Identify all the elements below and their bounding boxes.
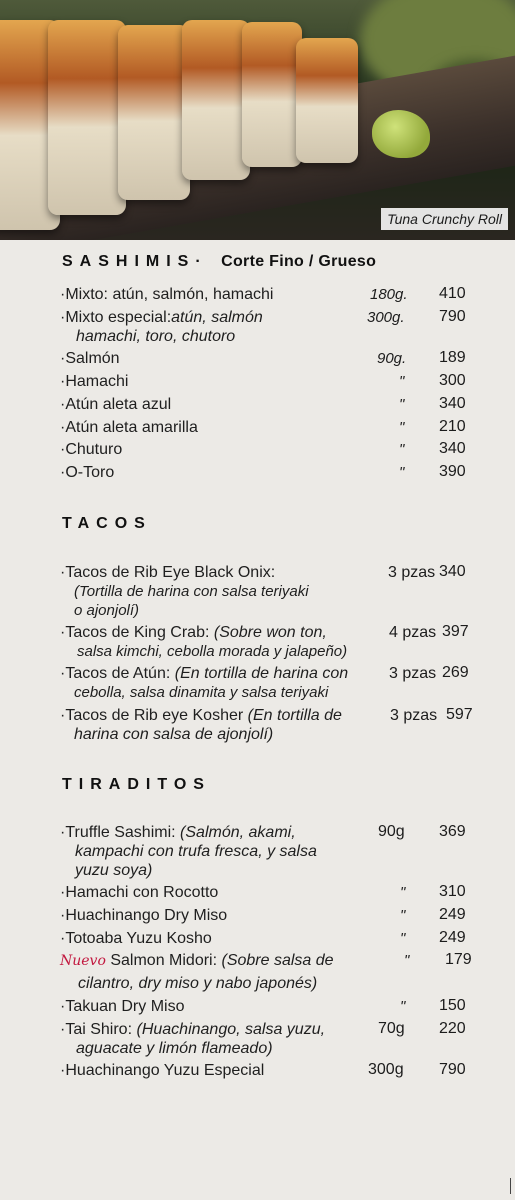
item-description: aguacate y limón flameado) bbox=[76, 1040, 273, 1057]
item-description: salsa kimchi, cebolla morada y jalapeño) bbox=[77, 643, 348, 660]
item-price: 597 bbox=[446, 706, 473, 723]
new-badge: Nuevo bbox=[60, 953, 106, 969]
item-description: hamachi, toro, chutoro bbox=[76, 328, 236, 345]
menu-item-huachinango-yuzu-especial bbox=[60, 1061, 264, 1081]
item-name: ·Tacos de Rib eye Kosher bbox=[60, 707, 244, 724]
item-name: ·Tacos de King Crab: bbox=[60, 624, 210, 641]
item-name: ·Tacos de Atún: bbox=[60, 665, 171, 682]
item-name: ·Tai Shiro: bbox=[60, 1021, 133, 1038]
item-description: atún, salmón bbox=[171, 309, 263, 326]
ditto-mark: " bbox=[399, 396, 405, 413]
item-style: Yuzu Especial bbox=[163, 1062, 265, 1079]
item-quantity: 90g bbox=[378, 823, 405, 840]
menu-item-mixto: ·Mixto: atún, salmón, hamachi bbox=[60, 286, 274, 303]
item-name: ·Huachinango bbox=[60, 907, 160, 924]
roll-piece bbox=[242, 22, 302, 167]
menu-item-hamachi-rocotto bbox=[60, 883, 218, 903]
item-price: 390 bbox=[439, 463, 466, 480]
item-description: harina con salsa de ajonjolí) bbox=[74, 726, 274, 743]
item-price: 410 bbox=[439, 285, 466, 302]
item-description: cilantro, dry miso y nabo japonés) bbox=[78, 975, 318, 992]
item-description: (Huachinango, salsa yuzu, bbox=[136, 1021, 326, 1038]
item-price: 310 bbox=[439, 883, 466, 900]
item-price: 150 bbox=[439, 997, 466, 1014]
ditto-mark: " bbox=[399, 373, 405, 390]
item-description: (En tortilla de harina con bbox=[174, 665, 349, 682]
item-price: 369 bbox=[439, 823, 466, 840]
item-quantity: 3 pzas bbox=[390, 707, 438, 724]
item-style: Dry Miso bbox=[121, 998, 185, 1015]
item-price: 179 bbox=[445, 951, 472, 968]
item-price: 340 bbox=[439, 440, 466, 457]
item-price: 249 bbox=[439, 906, 466, 923]
menu-item-totoaba-yuzu-kosho bbox=[60, 929, 212, 949]
menu-item-tai-shiro bbox=[60, 1020, 325, 1040]
roll-piece bbox=[48, 20, 126, 215]
item-quantity: 3 pzas bbox=[389, 665, 437, 682]
menu-item-huachinango-dry-miso bbox=[60, 906, 227, 926]
item-description: (Sobre salsa de bbox=[221, 952, 334, 969]
ditto-mark: " bbox=[400, 884, 406, 901]
item-price: 340 bbox=[439, 395, 466, 412]
item-quantity: 300g bbox=[368, 1061, 404, 1078]
item-name: Salmon Midori: bbox=[110, 952, 218, 969]
item-description: kampachi con trufa fresca, y salsa bbox=[75, 843, 317, 860]
menu-item-tacos-rib-eye-black-onix: ·Tacos de Rib Eye Black Onix: bbox=[60, 564, 276, 581]
item-description: (Salmón, akami, bbox=[180, 824, 296, 841]
item-description: cebolla, salsa dinamita y salsa teriyaki bbox=[74, 684, 329, 701]
item-quantity: 4 pzas bbox=[389, 624, 437, 641]
menu-item-tacos-rib-eye-kosher bbox=[60, 706, 342, 726]
item-quantity: 300g. bbox=[367, 309, 405, 326]
item-price: 397 bbox=[442, 623, 469, 640]
menu-item-salmon: ·Salmón bbox=[60, 350, 120, 367]
menu-item-tacos-atun bbox=[60, 664, 348, 684]
item-price: 189 bbox=[439, 349, 466, 366]
ditto-mark: " bbox=[400, 930, 406, 947]
item-price: 220 bbox=[439, 1020, 466, 1037]
ditto-mark: " bbox=[399, 464, 405, 481]
item-price: 790 bbox=[439, 308, 466, 325]
section-subtitle: Corte Fino / Grueso bbox=[221, 253, 377, 270]
item-style: con Rocotto bbox=[132, 884, 219, 901]
ditto-mark: " bbox=[399, 419, 405, 436]
item-name: ·Mixto especial: bbox=[60, 309, 172, 326]
item-quantity: 180g. bbox=[370, 286, 408, 303]
item-style: Dry Miso bbox=[164, 907, 228, 924]
item-description: (Sobre won ton, bbox=[213, 624, 327, 641]
menu-item-atun-aleta-amarilla: ·Atún aleta amarilla bbox=[60, 419, 198, 436]
item-name: ·Truffle Sashimi: bbox=[60, 824, 176, 841]
item-quantity: 90g. bbox=[377, 350, 407, 367]
item-price: 210 bbox=[439, 418, 466, 435]
section-title-text: SASHIMIS· bbox=[62, 253, 208, 270]
menu-item-hamachi: ·Hamachi bbox=[60, 373, 129, 390]
menu-item-takuan-dry-miso bbox=[60, 997, 184, 1017]
ditto-mark: " bbox=[400, 907, 406, 924]
hero-photo bbox=[0, 0, 515, 240]
menu-item-chuturo: ·Chuturo bbox=[60, 441, 123, 458]
menu-item-o-toro: ·O-Toro bbox=[60, 464, 115, 481]
item-price: 340 bbox=[439, 563, 466, 580]
menu-item-tacos-king-crab bbox=[60, 623, 327, 643]
roll-piece bbox=[182, 20, 250, 180]
roll-piece bbox=[118, 25, 190, 200]
ditto-mark: " bbox=[400, 998, 406, 1015]
section-title-tacos: TACOS bbox=[62, 515, 152, 532]
item-price: 300 bbox=[439, 372, 466, 389]
menu-item-mixto-especial bbox=[60, 308, 263, 328]
item-description: yuzu soya) bbox=[75, 862, 153, 879]
item-name: ·Huachinango bbox=[60, 1062, 160, 1079]
item-description: (En tortilla de bbox=[247, 707, 342, 724]
menu-item-atun-aleta-azul: ·Atún aleta azul bbox=[60, 396, 172, 413]
item-description: o ajonjolí) bbox=[74, 602, 140, 619]
item-quantity: 3 pzas bbox=[388, 564, 436, 581]
roll-piece bbox=[296, 38, 358, 163]
ditto-mark: " bbox=[404, 952, 410, 969]
item-name: ·Takuan bbox=[60, 998, 117, 1015]
item-name: ·Totoaba bbox=[60, 930, 123, 947]
item-price: 249 bbox=[439, 929, 466, 946]
section-title-tiraditos: TIRADITOS bbox=[62, 776, 211, 793]
menu-item-salmon-midori bbox=[60, 951, 334, 971]
photo-caption: Tuna Crunchy Roll bbox=[381, 208, 508, 230]
item-price: 790 bbox=[439, 1061, 466, 1078]
item-style: Yuzu Kosho bbox=[126, 930, 212, 947]
item-name: ·Hamachi bbox=[60, 884, 129, 901]
menu-item-truffle-sashimi bbox=[60, 823, 296, 843]
ditto-mark: " bbox=[399, 441, 405, 458]
item-quantity: 70g bbox=[378, 1020, 405, 1037]
item-price: 269 bbox=[442, 664, 469, 681]
page-edge-mark bbox=[510, 1178, 511, 1194]
item-description: (Tortilla de harina con salsa teriyaki bbox=[74, 583, 309, 600]
section-title-sashimis bbox=[62, 253, 376, 271]
